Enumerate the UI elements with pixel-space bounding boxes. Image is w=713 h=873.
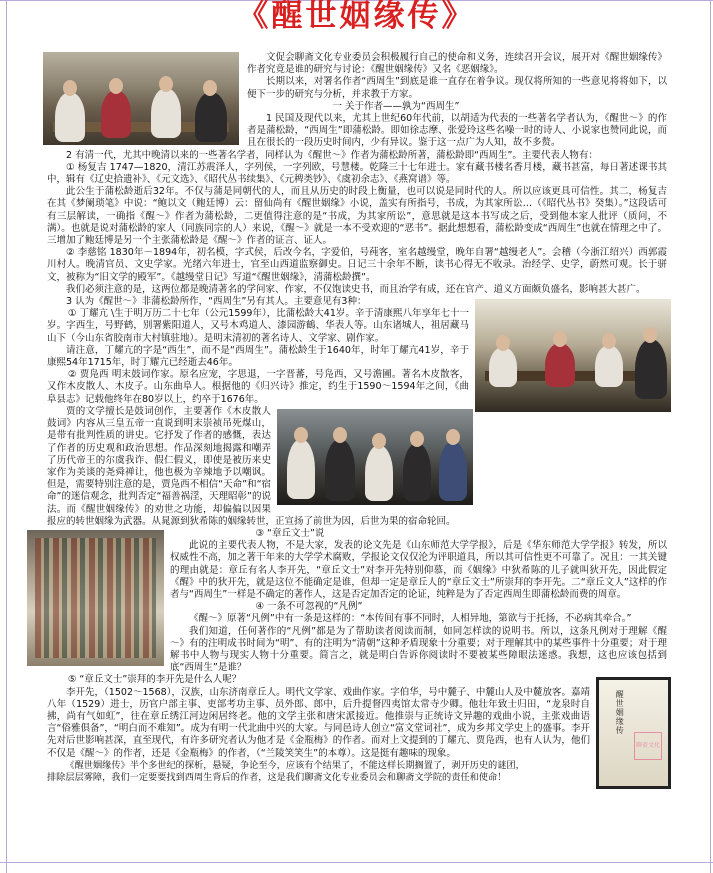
- meeting-photo-3: [277, 409, 473, 505]
- book-cover-title: 醒世姻缘传: [615, 690, 625, 736]
- heading-authorship: 一 关于作者——孰为“西周生”: [332, 100, 460, 112]
- photo-person-head: [410, 431, 424, 447]
- page-border-left: [6, 0, 7, 873]
- photo-person: [101, 90, 131, 138]
- paragraph-conclusion: 《醒世姻缘传》半个多世纪的探析，悬疑，争论至今，应该有个结果了，不能这样长期搁置了，剥开历史的谜团，: [65, 759, 525, 771]
- photo-person-head: [109, 78, 123, 94]
- photo-person: [403, 443, 431, 501]
- book-cover-photo: [596, 677, 671, 789]
- paragraph-fanli-quote: 《醒～》原著“凡例”中有一条是这样的：“本传间有事不同时，人相异地，第欲与于托扬，不必病其牵合。”: [189, 613, 632, 625]
- photo-person: [325, 439, 355, 501]
- photo-person-head: [63, 80, 77, 96]
- paragraph-li-ciming: ② 李慈铭 1830年－1894年，初名模，字式侯，后改今名，字爱伯，号莼客，室名越缦堂，晚年自署“越缦老人”。会稽（今浙江绍兴）西郭霞川村人。晚清官员、文史学家。光绪六年进士，官至山西道监察御史。日记三十余年不断，读书心得无不收录。治经学、史学，蔚然可观。长于骈文，被称为“旧文学的殿军”。《越缦堂日记》写道“《醒世姻缘》，清蒲松龄撰”。: [47, 247, 667, 283]
- photo-person-head: [372, 433, 386, 449]
- paragraph-intro: 文促会聊斋文化专业委员会积极履行自己的使命和义务，连续召开会议，展开对《醒世姻缘传》作者究竟是谁的研究与讨论：《醒世姻缘传》又名《恶姻缘》。: [247, 52, 667, 76]
- paragraph-yang-fuji: ① 杨复吉 1747—1820，清江苏震泽人，字列侯，一字列欧，号慧楼。乾隆三十七年进士。家有藏书楼名香月楼，藏书甚富，每日著述课书其中，辑有《辽史拾遗补》、《元文选》、《昭代丛书续集》、《元稗类钞》、《虞初余志》、《燕窝谱》等。: [47, 161, 667, 186]
- meeting-photo-1: [43, 52, 239, 145]
- paragraph-view-3: 3 认为《醒世～》非蒲松龄所作，“西周生”另有其人。主要意见有3种：: [66, 296, 367, 308]
- photo-person: [287, 439, 315, 499]
- paragraph-ding-note: 请注意，丁耀亢的字是“西生”，而不是“西周生”。蒲松龄生于1640年，时年丁耀亢41岁，辛于康熙54年1715年，时丁耀亢已经逝去46年。: [47, 344, 469, 369]
- photo-person-head: [643, 327, 657, 343]
- paragraph-yang-analysis: 此公生于蒲松龄逝后32年。不仅与蒲是同朝代的人，而且从历史的时段上衡量，也可以说是同时代的人。所以应该更具可信性。其二，杨复吉在其《梦阑琐笔》中说：“鲍以文（鲍廷博）云：留仙尚有《醒世姻缘》小说，盖实有所指号，书成，为其家所讼…（《昭代丛书》癸集）。”这段话可有三层解读，一确指《醒～》作者为蒲松龄，二更值得注意的是“书成，为其家所讼”，意思就是这本书写成之后，受到他本家人批评（质问，不满）。也就是说对蒲松龄的家人（同族同宗的人）来说，《醒～》就是一本不受欢迎的“恶书”。据此想想看，蒲松龄变成“西周生”也就在情理之中了。三增加了鲍廷博是另一个主张蒲松龄是《醒～》作者的证言、证人。: [47, 186, 667, 247]
- photo-person-head: [333, 427, 347, 443]
- photo-person: [595, 345, 623, 387]
- paragraph-jia-fuxi: ② 贾凫西 明末鼓词作家。原名应宠，字思退，一字晋蕃，号凫西，又号澹圃。著名木皮散客，又作木皮散人、木皮子。山东曲阜人。根据他的《归兴诗》推定，约生于1590～1594年之间，《曲阜县志》记载他终年在80岁以上，约卒于1676年。: [47, 369, 469, 405]
- photo-person-head: [553, 331, 567, 347]
- paragraph-zhangqiu-theory: 此说的主要代表人物，不是大家，发表的论文先是《山东师范大学学报》，后是《华东师范大学学报》转发，所以权威性不高，加之著干年来的大学学术腐败，学报论文仅仅沦为评职道具，所以其可信性更不可靠了。况且：一其关键的理由就是：章丘有名人李开先，“章丘文士”对李开先特别仰慕，而《姻缘》中狄希陈的儿子就叫狄开先，因此假定《醒》中的狄开先，就是这位不能确定是谁，但却一定是章丘人的“章丘文士”所崇拜的李开先。二“章丘文人”这样的作者与“西周生”一样是不确定的著作人，这是否定加否定的论证，纯粹是为了否定西周生即蒲松龄而费的周章。: [170, 540, 667, 600]
- page-border-right: [710, 0, 711, 873]
- photo-book-stacks: [35, 538, 156, 658]
- paragraph-fanli-analysis: 我们知道，任何著作的“凡例”都是为了帮助读者阅读而制，如同怎样读的说明书。所以，这条凡例对于理解《醒～》有的注明成书时间为“明”、有的注明为“清朝”这种矛盾现象十分重要；对于理解其中的某些事件十分重要；对于理解书中人物与现实人物十分重要。简言之，就是明白告诉你阅读时不要被某些障眼法迷惑。我想，这也应该包括到底“西周生”是谁？: [170, 625, 667, 674]
- photo-person: [195, 92, 227, 142]
- meeting-photo-2: [475, 299, 671, 412]
- article-title: 《醒世姻缘传》: [237, 0, 476, 34]
- photo-person-head: [446, 429, 460, 445]
- paragraph-ding-yaokang: ① 丁耀亢 \生于明万历二十七年（公元1599年），比蒲松龄大41岁。辛于清康熙八年享年七十一岁。字西生，号野鹤，别署紫阳道人，又号木鸡道人、漆园游鶴、华表人等。山东诸城人，祖居藏马山下（今山东省胶南市大村镇驻地）。是明末清初的著名诗人、文学家、剧作家。: [47, 308, 469, 344]
- paragraph-dispute: 长期以来，对署名作者“西周生”到底是谁一直存在着争议。现仅将所知的一些意见将将如下，以便下一步的研究与分析，并求教于方家。: [247, 76, 667, 100]
- paragraph-view-1: 1 民国及现代以来，尤其上世纪60年代前，以胡适为代表的一些著名学者认为，《醒世～》的作者是蒲松龄，“西周生”即蒲松龄。即如徐志摩、张爱玲这些名噪一时的诗人、小说家也赞同此说，而且在很长的一段历史时间内，少有异议。鉴于这一点广为人知，故不多赘。: [247, 113, 667, 149]
- paragraph-note-scholars: 我们必须注意的是，这两位都是晚清著名的学问家、作家，不仅饱读史书，而且治学有成，还在官产、道义方面颇负盛名，影响甚大甚广。: [66, 283, 646, 295]
- photo-person-head: [294, 427, 308, 443]
- photo-person-head: [203, 80, 217, 96]
- photo-person: [545, 343, 575, 387]
- heading-fanli: ④ 一条不可忽视的“凡例”: [255, 601, 363, 613]
- photo-person-head: [602, 333, 616, 349]
- article-body: [47, 52, 667, 872]
- photo-person: [439, 441, 467, 501]
- paragraph-view-2: 2 有清一代，尤其中晚清以来的一些著名学者，同样认为《醒世～》作者为蒲松龄所著，蒲松龄即“西周生”。主要代表人物有：: [66, 149, 598, 161]
- photo-person: [489, 347, 517, 387]
- book-cover-stamp: 聊斋文化: [634, 732, 662, 760]
- photo-person: [365, 445, 393, 501]
- paragraph-jia-works: 贾的文学擅长是鼓词创作，主要著作《木皮散人鼓词》内容从三皇五帝一直说到明末崇祯吊死煤山，是带有批判性质的讲史。它抒发了作者的感慨，表达了作者的历史观和政治思想。作品深刻地揭露和嘲弄了历代帝王的尔虞我诈、假仁假义，即使是被历来史家作为美谈的尧舜禅让，他也极为辛辣地予以嘲讽。但是，需要特别注意的是，贾凫西不相信“天命”和“宿命”的迷信观念，批判否定“福善祸淫，天理昭彰”的说法。而《醒世姻缘传》的劝世之功能，却偏偏以因果报应的转世姻缘为武器。从晁源到狄希陈的姻缘转世，正宣扬了前世为因，后世为果的宿命轮回。: [47, 405, 456, 527]
- photo-person: [151, 88, 181, 138]
- paragraph-li-kaixian: 李开先，（1502～1568），汉族，山东济南章丘人。明代文学家、戏曲作家。字伯华，号中麓子、中麓山人及中麓放客。嘉靖八年（1529）进士，历官户部主事、吏部考功主事、员外郎、郎中，后升提督四夷馆太常寺少卿。他壮年致士归田，“龙泉时自拂，尚有气如虹”，往在章丘绣江河边闲居终老。他的文学主张和唐宋派接近。他推崇与正统诗文异趣的戏曲小说，主张戏曲语言“俗雅俱备”，“明白而不难知”。成为有明一代北曲中兴的大家。与同邑诗人创立“富文堂词社”，成为乡邦文学史上的盛事。李开先对后世影响甚深，直至现代，有许多研究者认为他才是《金瓶梅》的作者。而对上文提到的丁耀亢、贾凫西，也有人认为，他们不仅是《醒～》的作者，还是《金瓶梅》的作者，（“兰陵笑笑生”的本尊）。这是挺有趣味的现象。: [47, 686, 590, 759]
- paragraph-mission: 排除层层雾障，我们一定要要找到西周生背后的作者，这是我们聊斋文化专业委员会和聊斋文学院的责任和使命！: [47, 771, 507, 783]
- heading-zhangqiu-scholar: ③ “章丘文士”说: [255, 527, 325, 539]
- photo-person: [55, 92, 85, 142]
- heading-li-kaixian: ⑤ “章丘文士”崇拜的李开先是什么人呢？: [67, 674, 242, 686]
- photo-person-head: [496, 335, 510, 351]
- photo-person: [635, 339, 667, 399]
- books-photo: [27, 530, 164, 666]
- photo-person-head: [159, 76, 173, 92]
